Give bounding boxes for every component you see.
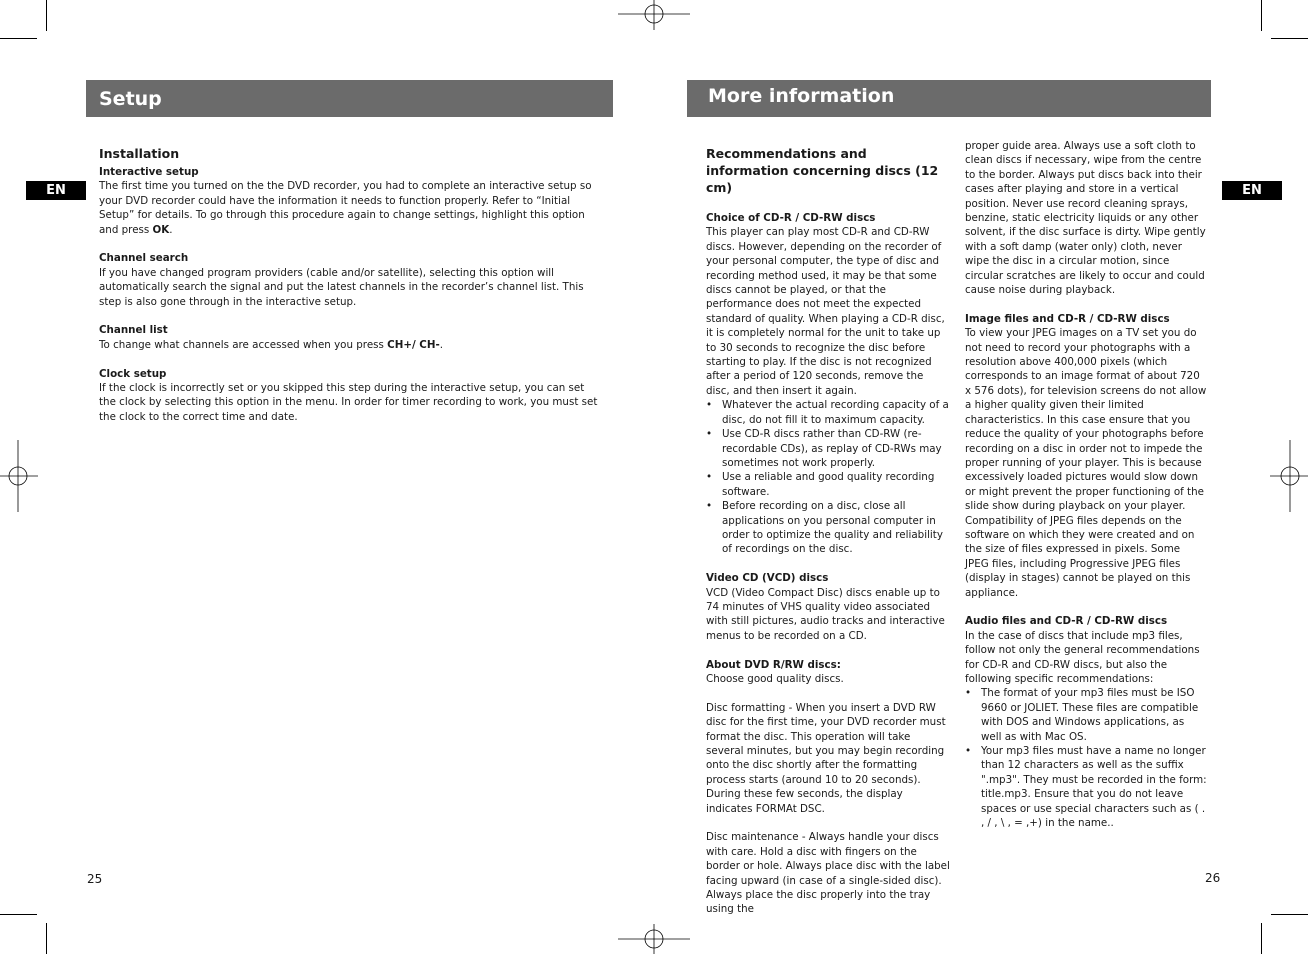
- interactive-setup-heading: Interactive setup: [99, 166, 199, 178]
- dvd-heading: About DVD R/RW discs:: [706, 658, 841, 671]
- channel-list-heading: Channel list: [99, 324, 168, 337]
- crop-mark: [1271, 914, 1308, 915]
- crop-mark: [46, 923, 47, 954]
- disc-formatting-text: Disc formatting - When you insert a DVD RW disc for the first time, your DVD recorder must format the disc. This operation will take several minutes, but you may begin recording onto the disc shortly after the formatting process starts (around 10 to 20 seconds). During these few seconds, the display indicates FORMAt DSC.: [706, 701, 946, 815]
- list-item: • Before recording on a disc, close all applications on you personal computer in order to optimize the quality and reliability of recordings on the disc.: [706, 499, 950, 557]
- channel-search-heading: Channel search: [99, 252, 189, 265]
- maintenance-continued-text: proper guide area. Always use a soft cloth to clean discs if necessary, wipe from the centre to the border. Always put discs back into their cases after playing and store in a vertical position. Never use record cleaning sprays, benzine, static electricity liquids or any other solvent, if the disc surface is dirty. Wipe gently with a soft damp (water only) cloth, never wipe the disc in a circular motion, since circular scratches are likely to occur and could cause noise during playback.: [965, 140, 1206, 297]
- registration-mark-icon: [0, 440, 38, 512]
- vcd-text: VCD (Video Compact Disc) discs enable up to 74 minutes of VHS quality video associated with still pictures, audio tracks and interactive menus to be recorded on a CD.: [706, 586, 945, 642]
- audio-files-text: In the case of discs that include mp3 files, follow not only the general recommendations for CD-R and CD-RW discs, but also the following specific recommendations:: [965, 629, 1200, 685]
- crop-mark: [1261, 923, 1262, 954]
- page-title: More information: [708, 85, 895, 107]
- crop-mark: [1261, 0, 1262, 31]
- list-item: • Your mp3 files must have a name no longer than 12 characters as well as the suffix ".mp3". They must be recorded in the form: title.mp3. Ensure that you do not leave spaces or use special characters such as ( . , / , \ , = ,+) in the name..: [965, 744, 1207, 830]
- list-item: • The format of your mp3 files must be ISO 9660 or JOLIET. These files are compatible with DOS and Windows applications, as well as with Mac OS.: [965, 686, 1207, 744]
- image-files-text: To view your JPEG images on a TV set you do not need to record your photographs with a resolution above 400,000 pixels (which corresponds to an image format of about 720 x 576 dots), for television screens do not allow a higher quality given their limited characteristics. In this case ensure that you reduce the quality of your photographs before recording on a disc in order not to impede the proper running of your player. This is because excessively loaded pictures would slow down or might prevent the proper functioning of the slide show during playback on your player. Compatibility of JPEG files depends on the software on which they were created and on the size of files expressed in pixels. Some JPEG files, including Progressive JPEG files (display in stages) cannot be played on this appliance.: [965, 327, 1207, 599]
- image-files-heading: Image files and CD-R / CD-RW discs: [965, 312, 1170, 325]
- page-number: 26: [1205, 871, 1221, 885]
- setup-header: [86, 80, 613, 117]
- installation-section: [99, 145, 599, 424]
- list-item: • Whatever the actual recording capacity of a disc, do not fill it to maximum capacity.: [706, 398, 950, 427]
- more-information-header: [687, 80, 1211, 117]
- interactive-setup-text: The first time you turned on the the DVD recorder, you had to complete an interactive setup so your DVD recorder could have the information it needs to function properly. Refer to “Initial Setup” for details. To go through this procedure again to change settings, highlight this option and press OK.: [99, 180, 592, 236]
- registration-mark-icon: [1270, 440, 1308, 512]
- registration-mark-icon: [618, 924, 690, 954]
- crop-mark: [0, 914, 37, 915]
- clock-setup-text: If the clock is incorrectly set or you skipped this step during the interactive setup, you can set the clock by selecting this option in the menu. In order for timer recording to work, you must set the clock to the correct time and date.: [99, 382, 598, 423]
- crop-mark: [46, 0, 47, 31]
- channel-search-text: If you have changed program providers (cable and/or satellite), selecting this option will automatically search the signal and put the latest channels in the recorder’s channel list. This step is also gone through in the interactive setup.: [99, 266, 584, 308]
- dvd-text: Choose good quality discs.: [706, 672, 844, 685]
- registration-mark-icon: [618, 0, 690, 30]
- language-tab: EN: [26, 181, 86, 200]
- channel-list-text: To change what channels are accessed when you press CH+/ CH-.: [99, 338, 444, 351]
- discs-column-2: [965, 139, 1207, 830]
- section-title: Recommendations and information concerning discs (12 cm): [706, 146, 939, 195]
- audio-files-heading: Audio files and CD-R / CD-RW discs: [965, 615, 1168, 628]
- language-tab: EN: [1222, 181, 1282, 200]
- audio-bullets: [965, 686, 1207, 830]
- clock-setup-heading: Clock setup: [99, 367, 167, 380]
- discs-column-1: [706, 145, 950, 917]
- page-title: Setup: [99, 88, 162, 110]
- list-item: • Use a reliable and good quality recording software.: [706, 470, 950, 499]
- vcd-heading: Video CD (VCD) discs: [706, 572, 829, 585]
- page-number: 25: [87, 872, 103, 886]
- list-item: • Use CD-R discs rather than CD-RW (re-recordable CDs), as replay of CD-RWs may sometimes not work properly.: [706, 427, 950, 470]
- choice-heading: Choice of CD-R / CD-RW discs: [706, 212, 876, 224]
- section-title: Installation: [99, 146, 180, 161]
- crop-mark: [1271, 38, 1308, 39]
- choice-text: This player can play most CD-R and CD-RW discs. However, depending on the recorder of your personal computer, the type of disc and recording method used, it may be that some discs cannot be played, or that the performance does not meet the expected standard of quality. When playing a CD-R disc, it is completely normal for the unit to take up to 30 seconds to recognize the disc before starting to play. If the disc is not recognized after a period of 120 seconds, remove the disc, and then insert it again.: [706, 226, 945, 397]
- crop-mark: [0, 38, 37, 39]
- choice-bullets: [706, 398, 950, 556]
- disc-maintenance-text: Disc maintenance - Always handle your discs with care. Hold a disc with fingers on the border or hole. Always place disc with the label facing upward (in case of a single-sided disc). Always place the disc properly into the tray using the: [706, 831, 950, 916]
